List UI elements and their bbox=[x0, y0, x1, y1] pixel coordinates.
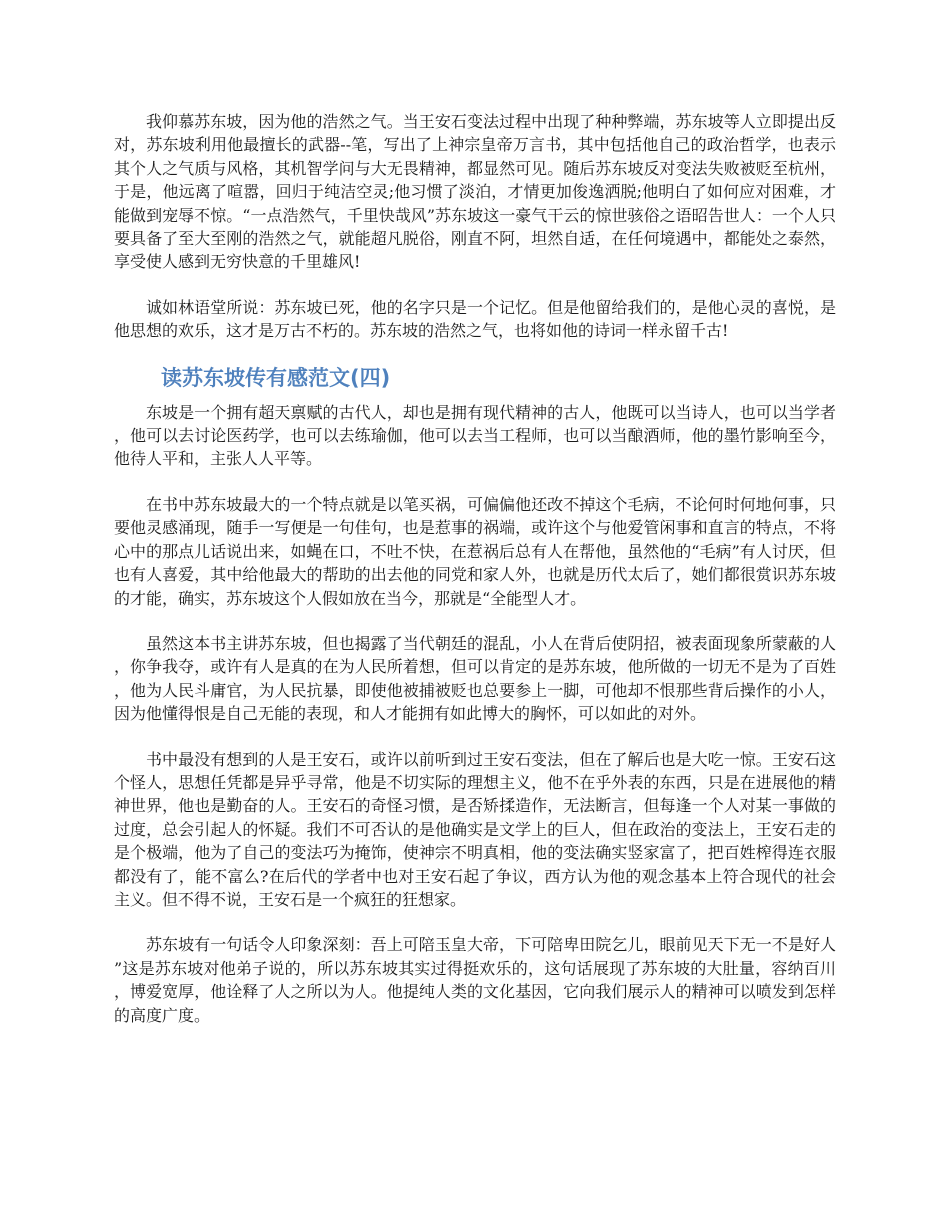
paragraph: 诚如林语堂所说：苏东坡已死，他的名字只是一个记忆。但是他留给我们的，是他心灵的喜悦，是他思想的欢乐，这才是万古不朽的。苏东坡的浩然之气，也将如他的诗词一样永留千古! bbox=[114, 297, 836, 341]
document-page bbox=[114, 110, 836, 1027]
paragraph: 书中最没有想到的人是王安石，或许以前听到过王安石变法，但在了解后也是大吃一惊。王安石这个怪人，思想任凭都是异乎寻常，他是不切实际的理想主义，他不在乎外表的东西，只是在进展他的精神世界，他也是勤奋的人。王安石的奇怪习惯，是否矫揉造作，无法断言，但每逢一个人对某一事做的过度，总会引起人的怀疑。我们不可否认的是他确实是文学上的巨人，但在政治的变法上，王安石走的是个极端，他为了自己的变法巧为掩饰，使神宗不明真相，他的变法确实竖家富了，把百姓榨得连衣服都没有了，能不富么?在后代的学者中也对王安石起了争议，西方认为他的观念基本上符合现代的社会主义。但不得不说，王安石是一个疯狂的狂想家。 bbox=[114, 749, 836, 909]
paragraph: 东坡是一个拥有超天禀赋的古代人，却也是拥有现代精神的古人，他既可以当诗人，也可以当学者，他可以去讨论医药学，也可以去练瑜伽，他可以去当工程师，也可以当酿酒师，他的墨竹影响至今，他待人平和，主张人人平等。 bbox=[114, 402, 836, 469]
paragraph: 我仰慕苏东坡，因为他的浩然之气。当王安石变法过程中出现了种种弊端，苏东坡等人立即提出反对，苏东坡利用他最擅长的武器--笔，写出了上神宗皇帝万言书，其中包括他自己的政治哲学，也表示其个人之气质与风格，其机智学问与大无畏精神，都显然可见。随后苏东坡反对变法失败被贬至杭州，于是，他远离了喧嚣，回归于纯洁空灵;他习惯了淡泊，才情更加俊逸洒脱;他明白了如何应对困难，才能做到宠辱不惊。“一点浩然气，千里快哉风”苏东坡这一豪气干云的惊世骇俗之语昭告世人：一个人只要具备了至大至刚的浩然之气，就能超凡脱俗，刚直不阿，坦然自适，在任何境遇中，都能处之泰然，享受使人感到无穷快意的千里雄风! bbox=[114, 112, 836, 272]
paragraph: 苏东坡有一句话令人印象深刻：吾上可陪玉皇大帝，下可陪卑田院乞儿，眼前见天下无一不是好人”这是苏东坡对他弟子说的，所以苏东坡其实过得挺欢乐的，这句话展现了苏东坡的大肚量，容纳百川，博爱宽厚，他诠释了人之所以为人。他提纯人类的文化基因，它向我们展示人的精神可以喷发到怎样的高度广度。 bbox=[114, 935, 836, 1025]
paragraph: 在书中苏东坡最大的一个特点就是以笔买祸，可偏偏他还改不掉这个毛病，不论何时何地何事，只要他灵感涌现，随手一写便是一句佳句，也是惹事的祸端，或许这个与他爱管闲事和直言的特点，不将心中的那点儿话说出来，如蝇在口，不吐不快，在惹祸后总有人在帮他，虽然他的“毛病”有人讨厌，但也有人喜爱，其中给他最大的帮助的出去他的同党和家人外，也就是历代太后了，她们都很赏识苏东坡的才能，确实，苏东坡这个人假如放在当今，那就是“全能型人才。 bbox=[114, 494, 836, 608]
paragraph: 虽然这本书主讲苏东坡，但也揭露了当代朝廷的混乱，小人在背后使阴招，被表面现象所蒙蔽的人，你争我夺，或许有人是真的在为人民所着想，但可以肯定的是苏东坡，他所做的一切无不是为了百姓，他为人民斗庸官，为人民抗暴，即使他被捕被贬也总要参上一脚，可他却不恨那些背后操作的小人，因为他懂得恨是自己无能的表现，和人才能拥有如此博大的胸怀，可以如此的对外。 bbox=[114, 633, 836, 724]
section-heading: 读苏东坡传有感范文(四) bbox=[161, 365, 391, 390]
